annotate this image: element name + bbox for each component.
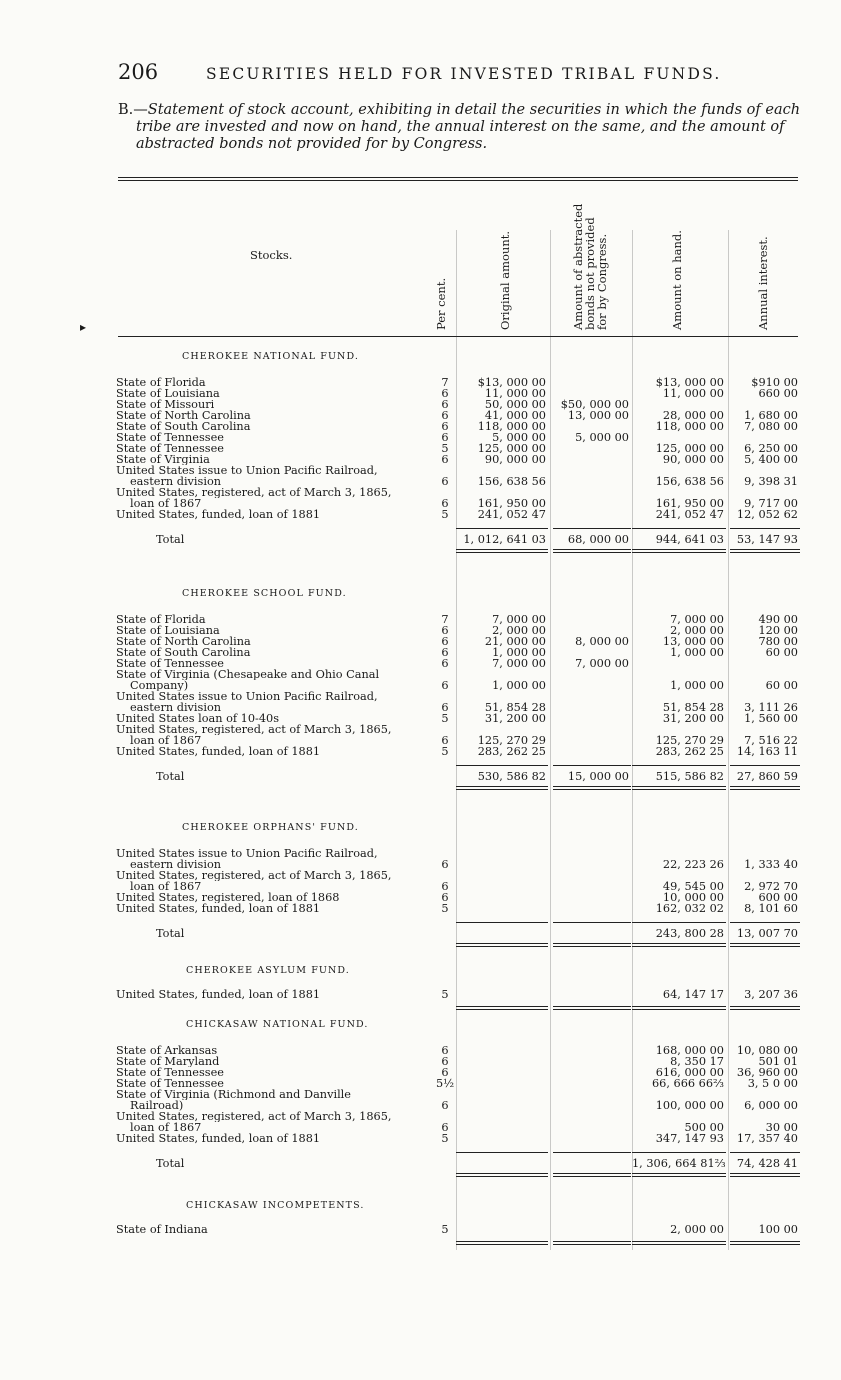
page-header [118,60,808,90]
total-double-rule [632,786,726,787]
cell-orig: 125, 270 29 [477,734,546,747]
cell-pct: 6 [441,880,449,893]
total-double-rule [553,789,631,790]
cell-intr: 1, 333 40 [744,858,798,871]
cell-pct: 6 [441,497,449,510]
total-double-rule [632,789,726,790]
total-orig: 530, 586 82 [477,770,546,783]
cell-pct: 5 [441,745,449,758]
subtotal-rule [632,1152,726,1153]
section-end-rule [553,1009,631,1010]
section-end-rule [632,1006,726,1007]
section-title: CHEROKEE ASYLUM FUND. [186,965,350,976]
section-end-rule [632,1241,726,1242]
total-double-rule [456,943,548,944]
caption-line-3: abstracted bonds not provided for by Congress. [136,136,488,152]
total-hand: 944, 641 03 [655,533,724,546]
subtotal-rule [456,922,548,923]
stock-label: loan of 1867 [130,881,202,892]
total-double-rule [730,786,800,787]
table-row [0,421,841,432]
stock-label: State of Louisiana [116,388,220,399]
caption-line-2: tribe are invested and now on hand, the annual interest on the same, and the amount of [136,119,785,135]
subtotal-rule [456,528,548,529]
stock-label: State of Tennessee [116,1067,224,1078]
table-row [0,680,841,691]
cell-pct: 6 [441,734,449,747]
table-row [0,746,841,757]
total-double-rule [553,1173,631,1174]
subtotal-rule [553,1152,631,1153]
cell-intr: 17, 357 40 [736,1132,798,1145]
cell-pct: 5 [441,988,449,1001]
cell-intr: 3, 5 0 00 [747,1077,798,1090]
cell-pct: 6 [441,701,449,714]
cell-pct: 6 [441,453,449,466]
cell-pct: 6 [441,420,449,433]
total-row [0,771,841,782]
section-title: CHEROKEE NATIONAL FUND. [182,351,359,362]
column-annual-interest: Annual interest. [756,236,770,330]
subtotal-rule [730,922,800,923]
cell-orig: 21, 000 00 [484,635,546,648]
stock-label: United States, registered, act of March 3, 1865, [116,724,392,735]
cell-hand: 7, 000 00 [670,613,724,626]
cell-hand: 28, 000 00 [662,409,724,422]
total-double-rule [730,552,800,553]
total-label: Total [156,1158,185,1169]
stray-mark: ▸ [80,320,87,334]
cell-hand: 13, 000 00 [662,635,724,648]
cell-intr: 7, 080 00 [744,420,798,433]
total-double-rule [553,549,631,550]
cell-abst: 7, 000 00 [575,657,629,670]
total-abst: 68, 000 00 [567,533,629,546]
cell-hand: 2, 000 00 [670,1223,724,1236]
table-row [0,859,841,870]
running-title: SECURITIES HELD FOR INVESTED TRIBAL FUNDS. [206,65,722,83]
total-hand: 243, 800 28 [655,927,724,940]
stock-label: State of South Carolina [116,647,251,658]
column-abstracted-1: Amount of abstracted [571,203,585,330]
table-row [0,1224,841,1235]
stock-label: State of Virginia (Chesapeake and Ohio Canal [116,669,380,680]
total-double-rule [553,1176,631,1177]
stock-label: United States, registered, act of March 3, 1865, [116,1111,392,1122]
stock-label: State of Tennessee [116,432,224,443]
stock-label: United States, registered, act of March 3, 1865, [116,870,392,881]
cell-pct: 6 [441,431,449,444]
total-abst: 15, 000 00 [567,770,629,783]
subtotal-rule [632,765,726,766]
total-double-rule [632,943,726,944]
stock-label: State of Tennessee [116,1078,224,1089]
total-double-rule [632,1173,726,1174]
cell-intr: 60 00 [765,646,798,659]
cell-abst: 13, 000 00 [567,409,629,422]
cell-intr: 1, 560 00 [744,712,798,725]
cell-hand: 125, 000 00 [655,442,724,455]
total-double-rule [456,1176,548,1177]
stock-label: eastern division [130,476,222,487]
cell-pct: 5 [441,1223,449,1236]
cell-hand: 2, 000 00 [670,624,724,637]
cell-hand: 168, 000 00 [655,1044,724,1057]
cell-pct: 6 [441,858,449,871]
total-double-rule [730,1173,800,1174]
cell-orig: 283, 262 25 [477,745,546,758]
total-double-rule [456,946,548,947]
total-double-rule [730,1176,800,1177]
section-title: CHEROKEE ORPHANS' FUND. [182,822,359,833]
cell-hand: 49, 545 00 [662,880,724,893]
stock-label: eastern division [130,702,222,713]
cell-orig: 31, 200 00 [484,712,546,725]
section-end-rule [456,1006,548,1007]
total-row [0,534,841,545]
stock-label: United States issue to Union Pacific Railroad, [116,691,378,702]
cell-hand: $13, 000 00 [655,376,724,389]
total-double-rule [456,552,548,553]
total-double-rule [553,552,631,553]
section-end-rule [632,1244,726,1245]
total-double-rule [632,552,726,553]
table-row [0,1100,841,1111]
section-end-rule [730,1244,800,1245]
stock-label: State of Indiana [116,1224,208,1235]
cell-hand: 22, 223 26 [662,858,724,871]
stock-label: United States, registered, act of March 3, 1865, [116,487,392,498]
stock-label: United States, funded, loan of 1881 [116,1133,321,1144]
cell-intr: 3, 111 26 [744,701,798,714]
cell-intr: 490 00 [758,613,798,626]
cell-intr: 2, 972 70 [744,880,798,893]
cell-intr: 660 00 [758,387,798,400]
section-title: CHICKASAW INCOMPETENTS. [186,1200,365,1211]
cell-pct: 5 [441,508,449,521]
cell-pct: 6 [441,475,449,488]
cell-intr: 12, 052 62 [736,508,798,521]
subtotal-rule [632,922,726,923]
cell-pct: 6 [441,1066,449,1079]
subtotal-rule [730,528,800,529]
table-row [0,388,841,399]
stock-label: Company) [130,680,189,691]
stock-label: State of Arkansas [116,1045,218,1056]
cell-pct: 6 [441,1044,449,1057]
column-divider [550,230,551,1250]
stock-label: United States, funded, loan of 1881 [116,746,321,757]
column-abstracted-2: bonds not provided [583,217,597,330]
total-double-rule [456,1173,548,1174]
subtotal-rule [553,765,631,766]
cell-intr: 780 00 [758,635,798,648]
table-row [0,476,841,487]
table-row [0,989,841,1000]
cell-orig: 7, 000 00 [492,613,546,626]
stock-label: loan of 1867 [130,498,202,509]
section-end-rule [730,1006,800,1007]
cell-intr: 5, 400 00 [744,453,798,466]
total-double-rule [456,786,548,787]
cell-hand: 90, 000 00 [662,453,724,466]
total-row [0,1158,841,1169]
cell-abst: $50, 000 00 [560,398,629,411]
cell-pct: 6 [441,387,449,400]
subtotal-rule [553,528,631,529]
cell-pct: 6 [441,679,449,692]
table-caption [118,102,808,153]
cell-orig: 5, 000 00 [492,431,546,444]
stock-label: State of Maryland [116,1056,220,1067]
subtotal-rule [632,528,726,529]
stock-label: State of Florida [116,614,206,625]
cell-pct: 6 [441,1099,449,1112]
stock-label: United States issue to Union Pacific Railroad, [116,465,378,476]
stock-label: State of Tennessee [116,443,224,454]
cell-intr: 9, 717 00 [744,497,798,510]
cell-hand: 156, 638 56 [655,475,724,488]
subtotal-rule [730,765,800,766]
subtotal-rule [553,922,631,923]
section-end-rule [553,1244,631,1245]
table-row [0,1078,841,1089]
stock-label: State of North Carolina [116,636,251,647]
cell-hand: 1, 000 00 [670,646,724,659]
cell-orig: 50, 000 00 [484,398,546,411]
section-end-rule [553,1241,631,1242]
column-divider [456,230,457,1250]
cell-hand: 1, 000 00 [670,679,724,692]
cell-orig: 11, 000 00 [484,387,546,400]
cell-hand: 241, 052 47 [655,508,724,521]
header-top-rule-2 [118,180,798,181]
cell-intr: 501 01 [758,1055,798,1068]
total-double-rule [632,549,726,550]
total-label: Total [156,534,185,545]
stock-label: State of Missouri [116,399,215,410]
total-intr: 13, 007 70 [736,927,798,940]
cell-intr: 1, 680 00 [744,409,798,422]
cell-orig: 51, 854 28 [484,701,546,714]
cell-orig: 41, 000 00 [484,409,546,422]
column-original-amount: Original amount. [498,230,512,330]
stock-label: State of Louisiana [116,625,220,636]
stock-label: United States issue to Union Pacific Railroad, [116,848,378,859]
cell-intr: 600 00 [758,891,798,904]
stock-label: Railroad) [130,1100,184,1111]
total-double-rule [456,549,548,550]
cell-hand: 125, 270 29 [655,734,724,747]
section-title: CHICKASAW NATIONAL FUND. [186,1019,369,1030]
cell-pct: 5½ [436,1077,455,1090]
stock-label: State of Tennessee [116,658,224,669]
section-end-rule [456,1241,548,1242]
total-label: Total [156,928,185,939]
total-double-rule [553,943,631,944]
total-intr: 74, 428 41 [736,1157,798,1170]
table-row [0,1133,841,1144]
stock-label: United States loan of 10-40s [116,713,280,724]
cell-hand: 51, 854 28 [662,701,724,714]
cell-hand: 100, 000 00 [655,1099,724,1112]
section-end-rule [730,1009,800,1010]
total-double-rule [730,789,800,790]
total-double-rule [730,549,800,550]
column-abstracted-3: for by Congress. [595,233,609,330]
cell-pct: 6 [441,891,449,904]
subtotal-rule [456,765,548,766]
cell-orig: 90, 000 00 [484,453,546,466]
page-number: 206 [118,60,159,84]
table-row [0,658,841,669]
cell-pct: 5 [441,902,449,915]
cell-pct: 5 [441,442,449,455]
cell-pct: 6 [441,409,449,422]
stock-label: State of Florida [116,377,206,388]
stock-label: eastern division [130,859,222,870]
cell-abst: 5, 000 00 [575,431,629,444]
table-row [0,713,841,724]
table-row [0,903,841,914]
table-row [0,647,841,658]
stock-label: United States, registered, loan of 1868 [116,892,340,903]
total-double-rule [730,943,800,944]
cell-intr: 8, 101 60 [744,902,798,915]
cell-pct: 6 [441,1055,449,1068]
cell-intr: 100 00 [758,1223,798,1236]
cell-orig: 7, 000 00 [492,657,546,670]
cell-orig: 1, 000 00 [492,679,546,692]
column-divider [632,230,633,1250]
cell-intr: 10, 080 00 [736,1044,798,1057]
section-end-rule [730,1241,800,1242]
column-amount-on-hand: Amount on hand. [670,230,684,330]
total-row [0,928,841,939]
cell-orig: 2, 000 00 [492,624,546,637]
stock-label: loan of 1867 [130,1122,202,1133]
cell-intr: 6, 250 00 [744,442,798,455]
cell-pct: 6 [441,635,449,648]
stock-label: State of Virginia (Richmond and Danville [116,1089,351,1100]
stock-label: United States, funded, loan of 1881 [116,509,321,520]
caption-prefix: B.— [118,102,148,118]
cell-orig: 161, 950 00 [477,497,546,510]
cell-hand: 31, 200 00 [662,712,724,725]
stock-label: United States, funded, loan of 1881 [116,989,321,1000]
section-end-rule [456,1009,548,1010]
cell-hand: 118, 000 00 [655,420,724,433]
cell-intr: 7, 516 22 [744,734,798,747]
total-double-rule [632,1176,726,1177]
cell-pct: 6 [441,1121,449,1134]
stock-label: State of Virginia [116,454,210,465]
cell-intr: 60 00 [765,679,798,692]
total-double-rule [553,946,631,947]
subtotal-rule [456,1152,548,1153]
cell-hand: 162, 032 02 [655,902,724,915]
cell-intr: 120 00 [758,624,798,637]
caption-line-1: Statement of stock account, exhibiting in detail the securities in which the funds of each [147,102,801,118]
total-hand: 515, 586 82 [655,770,724,783]
subtotal-rule [730,1152,800,1153]
column-stocks: Stocks. [250,248,293,262]
total-double-rule [456,789,548,790]
cell-hand: 283, 262 25 [655,745,724,758]
cell-pct: 7 [441,613,449,626]
total-label: Total [156,771,185,782]
column-per-cent: Per cent. [434,277,448,330]
column-divider [728,230,729,1250]
cell-hand: 66, 666 66⅔ [651,1077,724,1090]
total-double-rule [730,946,800,947]
cell-hand: 10, 000 00 [662,891,724,904]
stock-label: United States, funded, loan of 1881 [116,903,321,914]
cell-pct: 5 [441,1132,449,1145]
cell-hand: 64, 147 17 [662,988,724,1001]
cell-intr: 3, 207 36 [744,988,798,1001]
stock-label: State of North Carolina [116,410,251,421]
table-row [0,509,841,520]
cell-hand: 500 00 [684,1121,724,1134]
cell-intr: 14, 163 11 [736,745,798,758]
cell-intr: 30 00 [765,1121,798,1134]
total-intr: 27, 860 59 [736,770,798,783]
cell-intr: 36, 960 00 [736,1066,798,1079]
cell-abst: 8, 000 00 [575,635,629,648]
cell-hand: 8, 350 17 [670,1055,724,1068]
cell-orig: 118, 000 00 [477,420,546,433]
total-hand: 1, 306, 664 81⅔ [632,1157,726,1170]
cell-orig: 241, 052 47 [477,508,546,521]
cell-intr: 6, 000 00 [744,1099,798,1112]
cell-orig: 125, 000 00 [477,442,546,455]
section-end-rule [632,1009,726,1010]
cell-pct: 6 [441,624,449,637]
total-double-rule [632,946,726,947]
cell-pct: 6 [441,646,449,659]
cell-pct: 5 [441,712,449,725]
cell-hand: 616, 000 00 [655,1066,724,1079]
stock-label: loan of 1867 [130,735,202,746]
total-intr: 53, 147 93 [736,533,798,546]
total-orig: 1, 012, 641 03 [463,533,546,546]
cell-orig: 1, 000 00 [492,646,546,659]
cell-orig: $13, 000 00 [477,376,546,389]
cell-pct: 6 [441,398,449,411]
section-title: CHEROKEE SCHOOL FUND. [182,588,347,599]
cell-hand: 347, 147 93 [655,1132,724,1145]
cell-intr: $910 00 [751,376,798,389]
table-row [0,454,841,465]
cell-pct: 6 [441,657,449,670]
cell-orig: 156, 638 56 [477,475,546,488]
total-double-rule [553,786,631,787]
header-bottom-rule [118,336,798,337]
cell-hand: 161, 950 00 [655,497,724,510]
stock-label: State of South Carolina [116,421,251,432]
header-top-rule [118,177,798,178]
cell-intr: 9, 398 31 [744,475,798,488]
cell-hand: 11, 000 00 [662,387,724,400]
section-end-rule [553,1006,631,1007]
section-end-rule [456,1244,548,1245]
cell-pct: 7 [441,376,449,389]
